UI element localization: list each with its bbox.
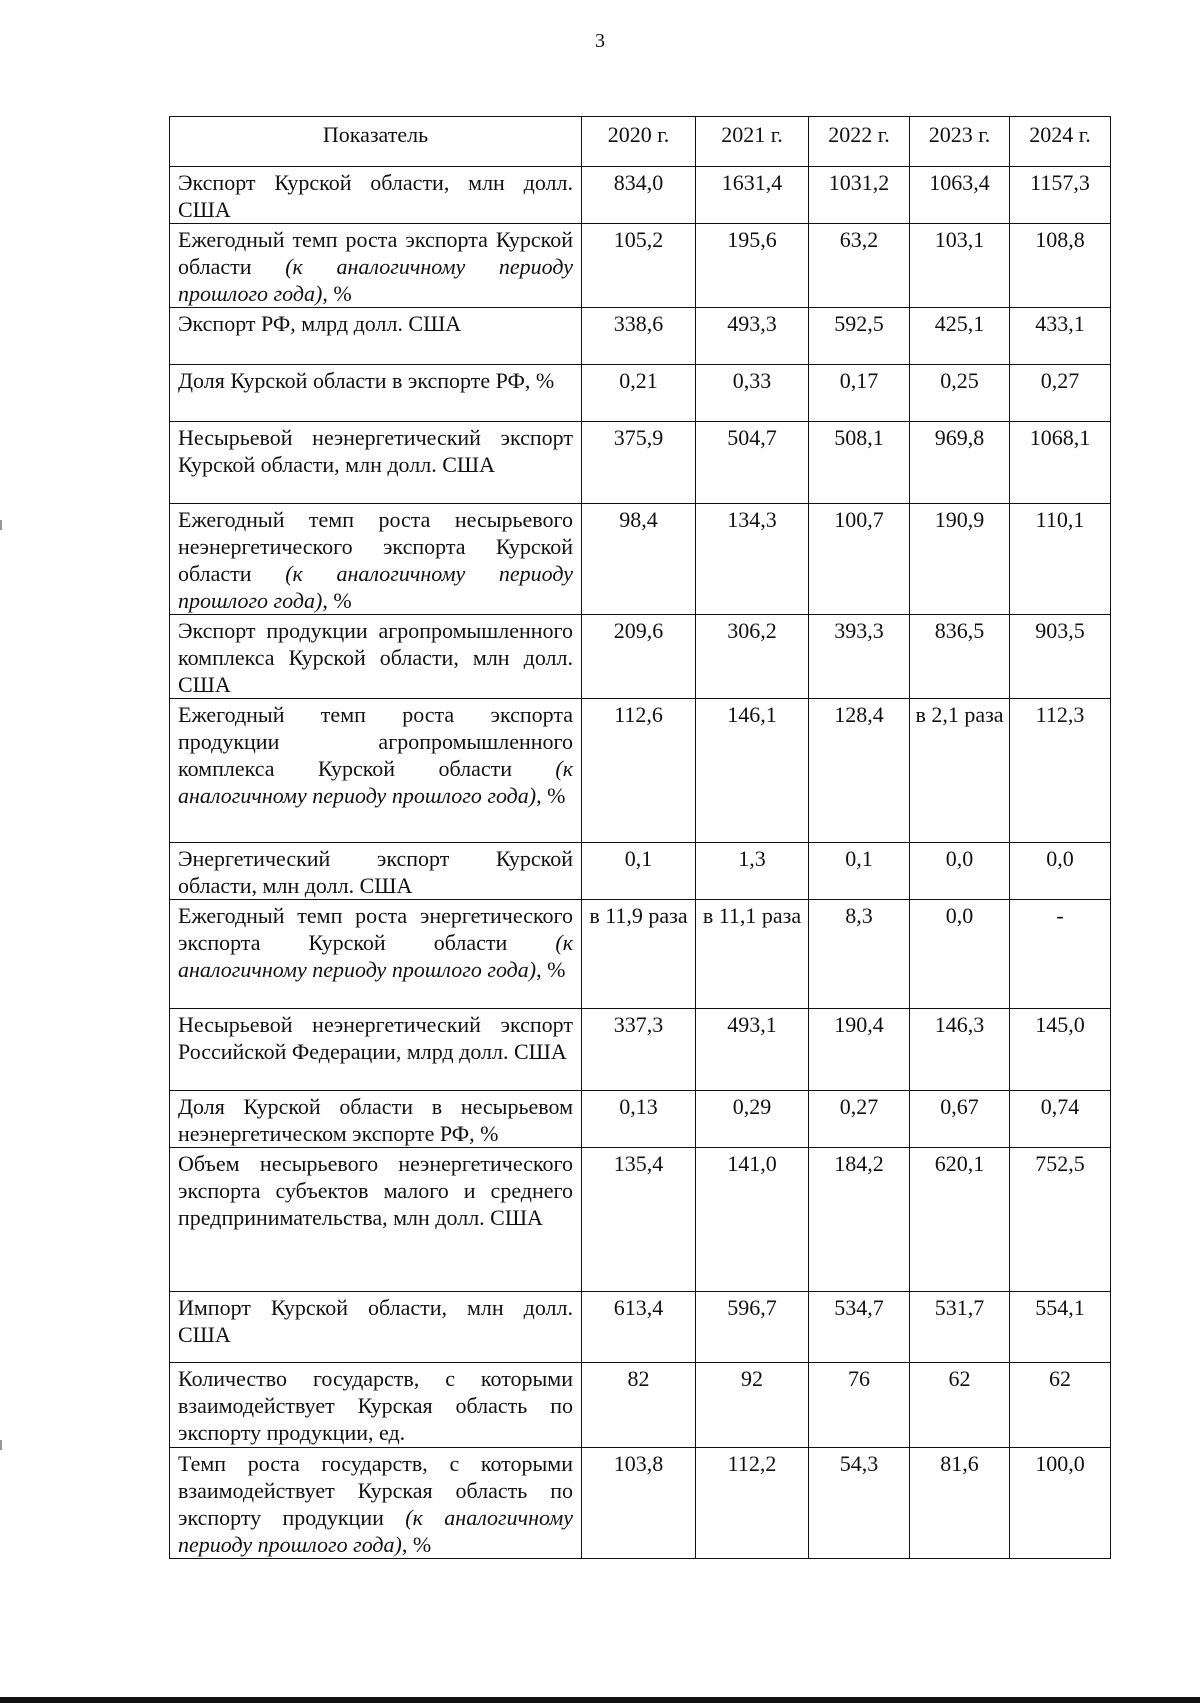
table-row [170, 1448, 1111, 1559]
value-cell: 62 [1010, 1363, 1111, 1448]
value-cell: 834,0 [582, 167, 696, 224]
value-cell: 141,0 [696, 1148, 809, 1292]
indicator-label: Ежегодный темп роста экспорта Курской области [178, 227, 573, 279]
indicator-label: Доля Курской области в экспорте РФ, % [178, 368, 555, 393]
indicator-label: Несырьевой неэнергетический экспорт Курской области, млн долл. США [178, 425, 573, 477]
value-cell: 493,3 [696, 308, 809, 365]
indicator-unit: , % [401, 1532, 432, 1557]
value-cell: 112,2 [696, 1448, 809, 1559]
indicator-label: Импорт Курской области, млн долл. США [178, 1295, 573, 1347]
value-cell: в 2,1 раза [910, 699, 1010, 843]
value-cell: 0,17 [809, 365, 910, 422]
indicator-cell [170, 224, 582, 308]
value-cell: 0,0 [910, 843, 1010, 900]
value-cell: 146,3 [910, 1009, 1010, 1091]
value-cell: 54,3 [809, 1448, 910, 1559]
header-year: 2020 г. [582, 117, 696, 167]
value-cell: 190,4 [809, 1009, 910, 1091]
value-cell: 534,7 [809, 1292, 910, 1363]
indicator-cell [170, 504, 582, 615]
value-cell: 81,6 [910, 1448, 1010, 1559]
value-cell: 554,1 [1010, 1292, 1111, 1363]
value-cell: 433,1 [1010, 308, 1111, 365]
value-cell: 1031,2 [809, 167, 910, 224]
table-row [170, 308, 1111, 365]
indicator-cell [170, 699, 582, 843]
table-body [170, 167, 1111, 1559]
table-row [170, 224, 1111, 308]
value-cell: 145,0 [1010, 1009, 1111, 1091]
indicator-cell [170, 1009, 582, 1091]
indicator-cell [170, 1148, 582, 1292]
value-cell: 0,33 [696, 365, 809, 422]
value-cell: 76 [809, 1363, 910, 1448]
value-cell: 0,0 [1010, 843, 1111, 900]
value-cell: 338,6 [582, 308, 696, 365]
table-row [170, 1091, 1111, 1148]
table-row [170, 900, 1111, 1009]
table-row [170, 615, 1111, 699]
indicator-unit: , % [322, 281, 352, 306]
table-row [170, 365, 1111, 422]
indicator-cell [170, 1363, 582, 1448]
value-cell: 752,5 [1010, 1148, 1111, 1292]
value-cell: 1631,4 [696, 167, 809, 224]
indicator-note: (к аналогичному периоду прошлого года) [178, 1505, 574, 1557]
indicator-label: Количество государств, с которыми взаимодействует Курская область по экспорту продукции, ед. [178, 1366, 573, 1445]
value-cell: 103,8 [582, 1448, 696, 1559]
table-row [170, 699, 1111, 843]
value-cell: 128,4 [809, 699, 910, 843]
table-row [170, 422, 1111, 504]
table-row [170, 1363, 1111, 1448]
indicator-note: (к аналогичному периоду прошлого года) [178, 756, 573, 808]
value-cell: 105,2 [582, 224, 696, 308]
value-cell: 0,21 [582, 365, 696, 422]
value-cell: 0,0 [910, 900, 1010, 1009]
indicator-cell [170, 1292, 582, 1363]
table-row [170, 504, 1111, 615]
value-cell: 100,7 [809, 504, 910, 615]
value-cell: в 11,1 раза [696, 900, 809, 1009]
value-cell: в 11,9 раза [582, 900, 696, 1009]
indicators-table [169, 116, 1111, 1559]
table-row [170, 1148, 1111, 1292]
indicator-label: Доля Курской области в несырьевом неэнергетическом экспорте РФ, % [178, 1094, 573, 1146]
value-cell: 135,4 [582, 1148, 696, 1292]
indicator-cell [170, 365, 582, 422]
indicator-unit: , % [536, 783, 566, 808]
table-row [170, 843, 1111, 900]
indicator-label: Ежегодный темп роста несырьевого неэнергетического экспорта Курской области [178, 507, 573, 586]
value-cell: 0,13 [582, 1091, 696, 1148]
value-cell: 190,9 [910, 504, 1010, 615]
value-cell: 100,0 [1010, 1448, 1111, 1559]
value-cell: 508,1 [809, 422, 910, 504]
value-cell: 62 [910, 1363, 1010, 1448]
indicator-note: (к аналогичному периоду прошлого года) [178, 254, 573, 306]
value-cell: 1,3 [696, 843, 809, 900]
indicator-label: Ежегодный темп роста экспорта продукции агропромышленного комплекса Курской области [178, 702, 573, 781]
value-cell: 493,1 [696, 1009, 809, 1091]
scan-edge-mark [0, 520, 2, 530]
header-year: 2023 г. [910, 117, 1010, 167]
value-cell: 0,27 [1010, 365, 1111, 422]
indicator-cell [170, 1091, 582, 1148]
page-number: 3 [595, 30, 605, 52]
indicator-label: Экспорт Курской области, млн долл. США [178, 170, 573, 222]
indicator-cell [170, 843, 582, 900]
header-year: 2022 г. [809, 117, 910, 167]
indicator-label: Объем несырьевого неэнергетического экспорта субъектов малого и среднего предпринимательства, млн долл. США [178, 1151, 573, 1230]
header-year: 2024 г. [1010, 117, 1111, 167]
value-cell: 63,2 [809, 224, 910, 308]
value-cell: 103,1 [910, 224, 1010, 308]
table-row [170, 167, 1111, 224]
value-cell: 393,3 [809, 615, 910, 699]
indicator-label: Темп роста государств, с которыми взаимодействует Курская область по экспорту продукции [178, 1451, 573, 1530]
value-cell: 0,1 [582, 843, 696, 900]
value-cell: 0,27 [809, 1091, 910, 1148]
value-cell: 134,3 [696, 504, 809, 615]
indicator-cell [170, 1448, 582, 1559]
value-cell: 613,4 [582, 1292, 696, 1363]
table-row [170, 1009, 1111, 1091]
header-indicator: Показатель [170, 117, 582, 167]
indicator-cell [170, 308, 582, 365]
value-cell: 836,5 [910, 615, 1010, 699]
indicator-cell [170, 167, 582, 224]
table-header-row [170, 117, 1111, 167]
table-row [170, 1292, 1111, 1363]
value-cell: 0,74 [1010, 1091, 1111, 1148]
value-cell: 425,1 [910, 308, 1010, 365]
indicator-label: Энергетический экспорт Курской области, млн долл. США [178, 846, 573, 898]
value-cell: 0,67 [910, 1091, 1010, 1148]
value-cell: 0,29 [696, 1091, 809, 1148]
indicator-label: Ежегодный темп роста энергетического экспорта Курской области [178, 903, 573, 955]
value-cell: 903,5 [1010, 615, 1111, 699]
value-cell: 531,7 [910, 1292, 1010, 1363]
value-cell: 82 [582, 1363, 696, 1448]
header-year: 2021 г. [696, 117, 809, 167]
indicator-note: (к аналогичному периоду прошлого года) [178, 561, 573, 613]
value-cell: 596,7 [696, 1292, 809, 1363]
value-cell: 110,1 [1010, 504, 1111, 615]
value-cell: 0,25 [910, 365, 1010, 422]
indicator-label: Экспорт продукции агропромышленного комплекса Курской области, млн долл. США [178, 618, 573, 697]
scan-bottom-edge [0, 1697, 1200, 1703]
value-cell: 592,5 [809, 308, 910, 365]
value-cell: 337,3 [582, 1009, 696, 1091]
value-cell: 146,1 [696, 699, 809, 843]
value-cell: 8,3 [809, 900, 910, 1009]
value-cell: 306,2 [696, 615, 809, 699]
indicator-cell [170, 900, 582, 1009]
indicator-label: Экспорт РФ, млрд долл. США [178, 311, 462, 336]
indicator-unit: , % [322, 588, 352, 613]
value-cell: 209,6 [582, 615, 696, 699]
value-cell: 1063,4 [910, 167, 1010, 224]
value-cell: 504,7 [696, 422, 809, 504]
value-cell: 0,1 [809, 843, 910, 900]
value-cell: 375,9 [582, 422, 696, 504]
indicator-note: (к аналогичному периоду прошлого года) [178, 930, 573, 982]
indicator-cell [170, 422, 582, 504]
value-cell: 1157,3 [1010, 167, 1111, 224]
indicator-label: Несырьевой неэнергетический экспорт Российской Федерации, млрд долл. США [178, 1012, 573, 1064]
value-cell: 195,6 [696, 224, 809, 308]
value-cell: 98,4 [582, 504, 696, 615]
indicator-cell [170, 615, 582, 699]
value-cell: 112,3 [1010, 699, 1111, 843]
value-cell: 112,6 [582, 699, 696, 843]
value-cell: 92 [696, 1363, 809, 1448]
indicator-unit: , % [536, 957, 566, 982]
value-cell: 108,8 [1010, 224, 1111, 308]
value-cell: 620,1 [910, 1148, 1010, 1292]
value-cell: - [1010, 900, 1111, 1009]
value-cell: 1068,1 [1010, 422, 1111, 504]
value-cell: 184,2 [809, 1148, 910, 1292]
scan-edge-mark [0, 1440, 2, 1450]
value-cell: 969,8 [910, 422, 1010, 504]
